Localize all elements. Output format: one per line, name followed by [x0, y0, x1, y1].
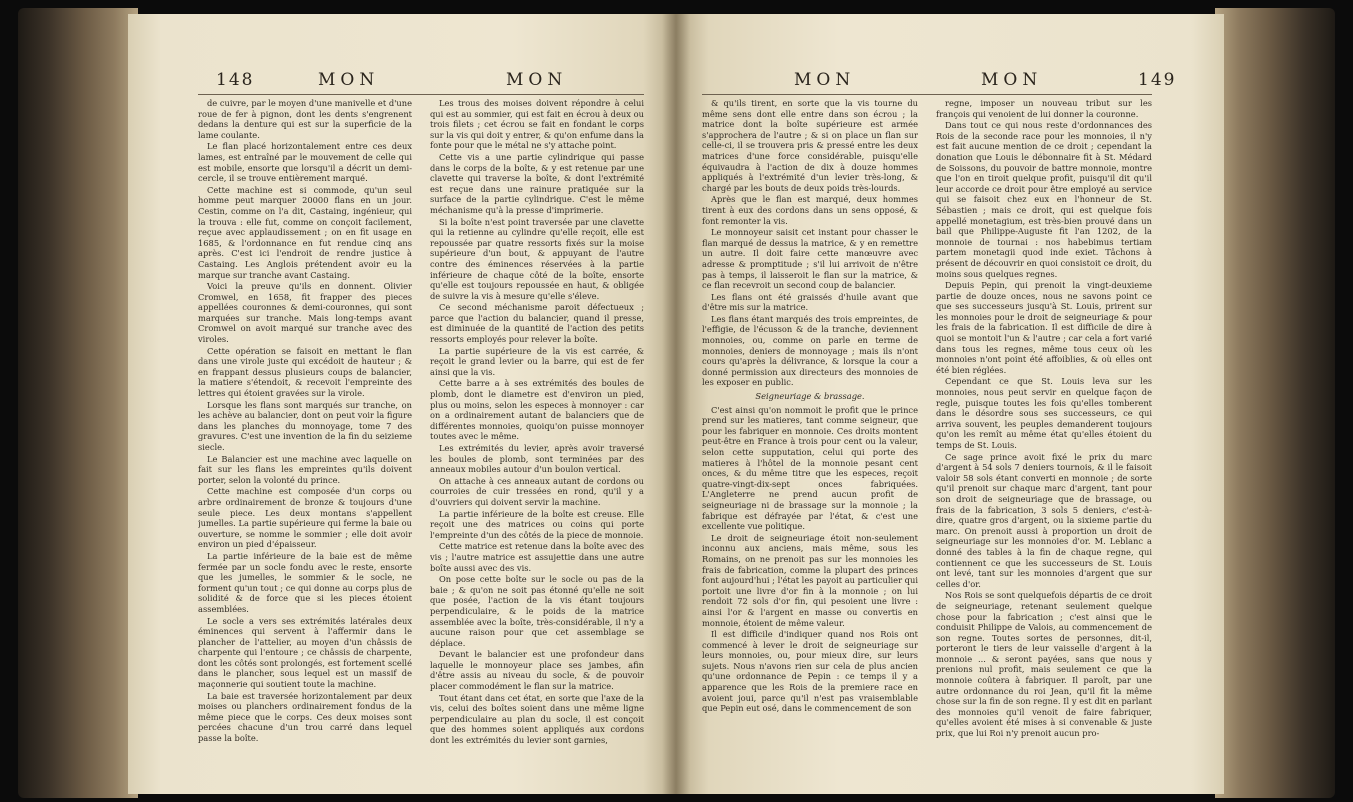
paragraph: La partie inférieure de la baie est de même fermée par un socle fondu avec le reste, ensorte que les jumelles, le sommier & le socle, ne forment qu'un tout ; ce qui donne au corps plus de solidité & de force que si les pieces étoient assemblées.: [198, 550, 412, 614]
book-binding-right: [1215, 8, 1335, 798]
paragraph: C'est ainsi qu'on nommoit le profit que le prince prend sur les matieres, tant comme seigneur, que pour les fabriquer en monnoie. Ces droits montent peut-être en France à trois pour cent ou la valeur, selon cette supputation, celui qui porte des matieres à l'hôtel de la monnoie pesant cent onces, & du même titre que les especes, reçoit quatre-vingt-dix-sept onces fabriquées. L'Angleterre ne prend aucun profit de seigneuriage ni de brassage sur la monnoie ; la fabrique est défrayée par l'état, & c'est une excellente vue politique.: [702, 404, 918, 532]
paragraph: La partie inférieure de la boîte est creuse. Elle reçoit une des matrices ou coins qui porte l'empreinte d'un des côtés de la piece de monnoie.: [430, 508, 644, 540]
left-page: [128, 14, 676, 794]
paragraph: Lorsque les flans sont marqués sur tranche, on les achève au balancier, dont on peut voir la figure dans les planches du monnoyage, tome 7 des gravures. C'est une invention de la fin du seizieme siecle.: [198, 399, 412, 452]
left-column-2: [430, 98, 644, 780]
paragraph: La baie est traversée horizontalement par deux moises ou planchers ordinairement fondus de la même piece que le corps. Ces deux moises sont percées chacune d'un trou carré dans lequel passe la boîte.: [198, 690, 412, 744]
right-running-head-1: MON: [794, 70, 856, 90]
right-header-rule: [702, 94, 1152, 95]
paragraph: Les flans ont été graissés d'huile avant que d'être mis sur la matrice.: [702, 291, 918, 313]
right-page-number: 149: [1138, 70, 1177, 90]
paragraph: On attache à ces anneaux autant de cordons ou courroies de cuir tressées en rond, qu'il y a d'ouvriers qui doivent servir la machine.: [430, 475, 644, 507]
paragraph: Ce second méchanisme paroit défectueux ; parce que l'action du balancier, quand il presse, est diminuée de la quantité de l'action des petits ressorts employés pour relever la boîte.: [430, 302, 644, 345]
left-columns: [198, 98, 644, 780]
paragraph: On pose cette boîte sur le socle ou pas de la baie ; & qu'on ne soit pas étonné qu'elle ne soit que posée, l'action de la vis étant toujours perpendiculaire, & le poids de la matrice assemblée avec la boîte, très-considérable, il n'y a aucune raison pour que cet assemblage se déplace.: [430, 574, 644, 648]
section-heading: Seigneuriage & brassage.: [755, 391, 865, 402]
paragraph: Le Balancier est une machine avec laquelle on fait sur les flans les empreintes qu'ils doivent porter, selon la volonté du prince.: [198, 453, 412, 485]
paragraph: de cuivre, par le moyen d'une manivelle et d'une roue de fer à pignon, dont les dents s'engrenent dedans la denture qui est sur la superficie de la lame coulante.: [198, 98, 412, 140]
paragraph: La partie supérieure de la vis est carrée, & reçoit le grand levier ou la barre, qui est de fer ainsi que la vis.: [430, 345, 644, 377]
paragraph: Si la boîte n'est point traversée par une clavette qui la retienne au cylindre qu'elle reçoit, elle est repoussée par quatre ressorts fixés sur la moise supérieure d'un bout, & appuyant de l'autre contre des éminences réservées à la partie inférieure de chaque côté de la boîte, ensorte qu'elle est toujours repoussée en haut, & obligée de suivre la vis à mesure qu'elle s'éleve.: [430, 216, 644, 301]
left-running-head-2: MON: [506, 70, 568, 90]
paragraph: Le socle a vers ses extrémités latérales deux éminences qui servent à l'affermir dans le plancher de l'attelier, au moyen d'un châssis de charpente qui l'entoure ; ce châssis de charpente, dont les côtés sont prolongés, est fortement scellé dans le plancher, sous lequel est un massif de maçonnerie qui soutient toute la machine.: [198, 615, 412, 690]
left-header-rule: [198, 94, 644, 95]
paragraph: Voici la preuve qu'ils en donnent. Olivier Cromwel, en 1658, fit frapper des pieces appellées couronnes & demi-couronnes, qui sont marquées sur tranche. Mais long-temps avant Cromwel on avoit marqué sur tranche avec des viroles.: [198, 281, 412, 345]
paragraph: Tout étant dans cet état, en sorte que l'axe de la vis, celui des boîtes soient dans une même ligne perpendiculaire au plan du socle, il est conçoit que des hommes soient appliqués aux cordons dont les extrémités du levier sont garnies,: [430, 692, 644, 746]
paragraph: Les extrémités du levier, après avoir traversé les boules de plomb, sont terminées par des anneaux mobiles autour d'un boulon vertical.: [430, 443, 644, 475]
paragraph: Devant le balancier est une profondeur dans laquelle le monnoyeur place ses jambes, afin d'être assis au niveau du socle, & de pouvoir placer commodément le flan sur la matrice.: [430, 649, 644, 692]
paragraph: Après que le flan est marqué, deux hommes tirent à eux des cordons dans un sens opposé, & font remonter la vis.: [702, 194, 918, 226]
right-running-head-2: MON: [981, 70, 1043, 90]
left-running-head-1: MON: [318, 70, 380, 90]
paragraph: Nos Rois se sont quelquefois départis de ce droit de seigneuriage, retenant seulement quelque chose pour la fabrication ; c'est ainsi que le conduisit Philippe de Valois, au commencement de son regne. Toutes sortes de personnes, dit-il, porteront le tiers de leur vaisselle d'argent à la monnoie ... & seront payées, sans que nous y prenions nul profit, mais seulement ce que la monnoie coûtera à fabriquer. Il paroît, par une autre ordonnance du roi Jean, qu'il fit la même chose sur la fin de son regne. Il y est dit en parlant des monnoies qu'il venoit de faire fabriquer, qu'elles avoient été mises à si convenable & juste prix, que lui Roi n'y prenoit aucun pro-: [936, 590, 1152, 739]
right-columns: [702, 98, 1152, 780]
paragraph: Le droit de seigneuriage étoit non-seulement inconnu aux anciens, mais même, sous les Romains, on ne prenoit pas sur les monnoies les frais de fabrication, comme la plupart des princes font aujourd'hui ; l'état les payoit au particulier qui portoit une livre d'or fin à la monnoie ; on lui rendoit 72 sols d'or fin, qui pesoient une livre : ainsi l'or & l'argent en masse ou convertis en monnoie, étoient de même valeur.: [702, 532, 918, 628]
paragraph: & qu'ils tirent, en sorte que la vis tourne du même sens dont elle entre dans son écrou ; la matrice dont la boîte supérieure est armée s'approchera de l'autre ; & si on place un flan sur celle-ci, il se trouvera pris & pressé entre les deux matrices d'une force considérable, puisqu'elle équivaudra à l'action de dix à douze hommes appliqués à l'extrémité d'un levier très-long, & chargé par les bouts de deux poids très-lourds.: [702, 98, 918, 193]
right-column-2: [936, 98, 1152, 780]
paragraph: Cette opération se faisoit en mettant le flan dans une virole juste qui excédoit de hauteur ; & en frappant dessus plusieurs coups de balancier, la matiere s'étendoit, & recevoit l'empreinte des lettres qui étoient gravées sur la virole.: [198, 345, 412, 399]
paragraph: regne, imposer un nouveau tribut sur les françois qui venoient de lui donner la couronne.: [936, 98, 1152, 119]
left-column-1: [198, 98, 412, 780]
paragraph: Le monnoyeur saisit cet instant pour chasser le flan marqué de dessus la matrice, & y en remettre un autre. Il doit faire cette manœuvre avec adresse & promptitude ; s'il lui arrivoit de n'être pas à temps, il laisseroit le flan sur la matrice, & ce flan recevroit un second coup de balancier.: [702, 227, 918, 291]
paragraph: Les trous des moises doivent répondre à celui qui est au sommier, qui est fait en écrou à deux ou trois filets ; cet écrou se fait en fondant le corps sur la vis qui doit y entrer, & qu'on enfume dans la fonte pour que le métal ne s'y attache point.: [430, 98, 644, 151]
right-column-1: [702, 98, 918, 780]
paragraph: Cependant ce que St. Louis leva sur les monnoies, nous peut servir en quelque façon de regle, puisque toutes les fois qu'elles tomberent dans le désordre sous ses successeurs, ce qui arriva souvent, les peuples demanderent toujours qu'on les remît au même état qu'elles étoient du temps de St. Louis.: [936, 376, 1152, 450]
paragraph: Dans tout ce qui nous reste d'ordonnances des Rois de la seconde race pour les monnoies, il n'y est fait aucune mention de ce droit ; cependant la donation que Louis le débonnaire fit à St. Médard de Soissons, du pouvoir de battre monnoie, montre que l'on en tiroit quelque profit, puisqu'il dit qu'il leur accorde ce droit pour être employé au service qui se faisoit chez eux en l'honneur de St. Sébastien ; mais ce droit, qui est quelque fois appellé monetagium, est très-bien prouvé dans un bail que Philippe-Auguste fit l'an 1202, de la monnoie de tournai : nos habebimus tertiam partem monetagii quod inde exiet. Tâchons à présent de découvrir en quoi consistoit ce droit, du moins sous quelques regnes.: [936, 120, 1152, 279]
paragraph: Cette machine est si commode, qu'un seul homme peut marquer 20000 flans en un jour. Cestin, comme on l'a dit, Castaing, ingénieur, qui la trouva : elle fut, comme on conçoit facilement, reçue avec applaudissement ; on en fit usage en 1685, & l'ordonnance en fut rendue cinq ans après. C'est ici l'endroit de rendre justice à Castaing. Les Anglois prétendent avoir eu la marque sur tranche avant Castaing.: [198, 184, 412, 280]
paragraph: Depuis Pepin, qui prenoit la vingt-deuxieme partie de douze onces, nous ne savons point ce que ses successeurs jusqu'à St. Louis, prirent sur les monnoies pour le droit de seigneuriage & pour les frais de la fabrication. Il est difficile de dire à quoi se montoit l'un & l'autre ; car cela a fort varié dans tous les regnes, même tous ceux où les monnoies n'ont point été affoiblies, & où elles ont été bien réglées.: [936, 280, 1152, 375]
paragraph: Cette machine est composée d'un corps ou arbre ordinairement de bronze & toujours d'une seule piece. Les deux montans s'appellent jumelles. La partie supérieure qui ferme la baie ou ouverture, se nomme le sommier ; elle doit avoir environ un pied d'épaisseur.: [198, 486, 412, 550]
paragraph: Cette matrice est retenue dans la boîte avec des vis ; l'autre matrice est assujettie dans une autre boîte aussi avec des vis.: [430, 541, 644, 573]
book-gutter: [662, 14, 690, 794]
paragraph: Le flan placé horizontalement entre ces deux lames, est entraîné par le mouvement de celle qui est mobile, ensorte que lorsqu'il a décrit un demi-cercle, il se trouve entièrement marqué.: [198, 141, 412, 184]
left-page-number: 148: [216, 70, 255, 90]
paragraph: Cette barre a à ses extrémités des boules de plomb, dont le diametre est d'environ un pied, plus ou moins, selon les especes à monnoyer : car on a ordinairement autant de balanciers que de différentes monnoies, quoiqu'on puisse monnoyer toutes avec le même.: [430, 378, 644, 442]
paragraph: Cette vis a une partie cylindrique qui passe dans le corps de la boîte, & y est retenue par une clavette qui traverse la boîte, & dont l'extrémité est reçue dans une rainure pratiquée sur la surface de la partie cylindrique. C'est le même méchanisme qu'à la presse d'imprimerie.: [430, 151, 644, 215]
right-page: [676, 14, 1224, 794]
paragraph: Ce sage prince avoit fixé le prix du marc d'argent à 54 sols 7 deniers tournois, & il le faisoit valoir 58 sols étant converti en monnoie ; de sorte qu'il prenoit sur chaque marc d'argent, tant pour son droit de seigneuriage que de brassage, ou frais de la fabrication, 3 sols 5 deniers, c'est-à-dire, quatre gros d'argent, ou la sixieme partie du marc. On prenoit aussi à proportion un droit de seigneuriage sur les monnoies d'or. M. Leblanc a donné des tables à la fin de chaque regne, qui contiennent ce que les successeurs de St. Louis ont levé, tant sur les monnoies d'argent que sur celles d'or.: [936, 451, 1152, 589]
paragraph: Il est difficile d'indiquer quand nos Rois ont commencé à lever le droit de seigneuriage sur leurs monnoies, ou, pour mieux dire, sur leurs sujets. Nous n'avons rien sur cela de plus ancien qu'une ordonnance de Pepin : ce temps il y a apparence que les Rois de la premiere race en avoient joui, parce qu'il n'est pas vraisemblable que Pepin eut osé, dans le commencement de son: [702, 629, 918, 714]
book-binding-left: [18, 8, 138, 798]
paragraph: Les flans étant marqués des trois empreintes, de l'effigie, de l'écusson & de la tranche, deviennent monnoies, ou, comme on parle en terme de monnoies, deniers de monnoyage ; mais ils n'ont cours qu'après la délivrance, & lorsque la cour a donné permission aux directeurs des monnoies de les exposer en public.: [702, 313, 918, 388]
